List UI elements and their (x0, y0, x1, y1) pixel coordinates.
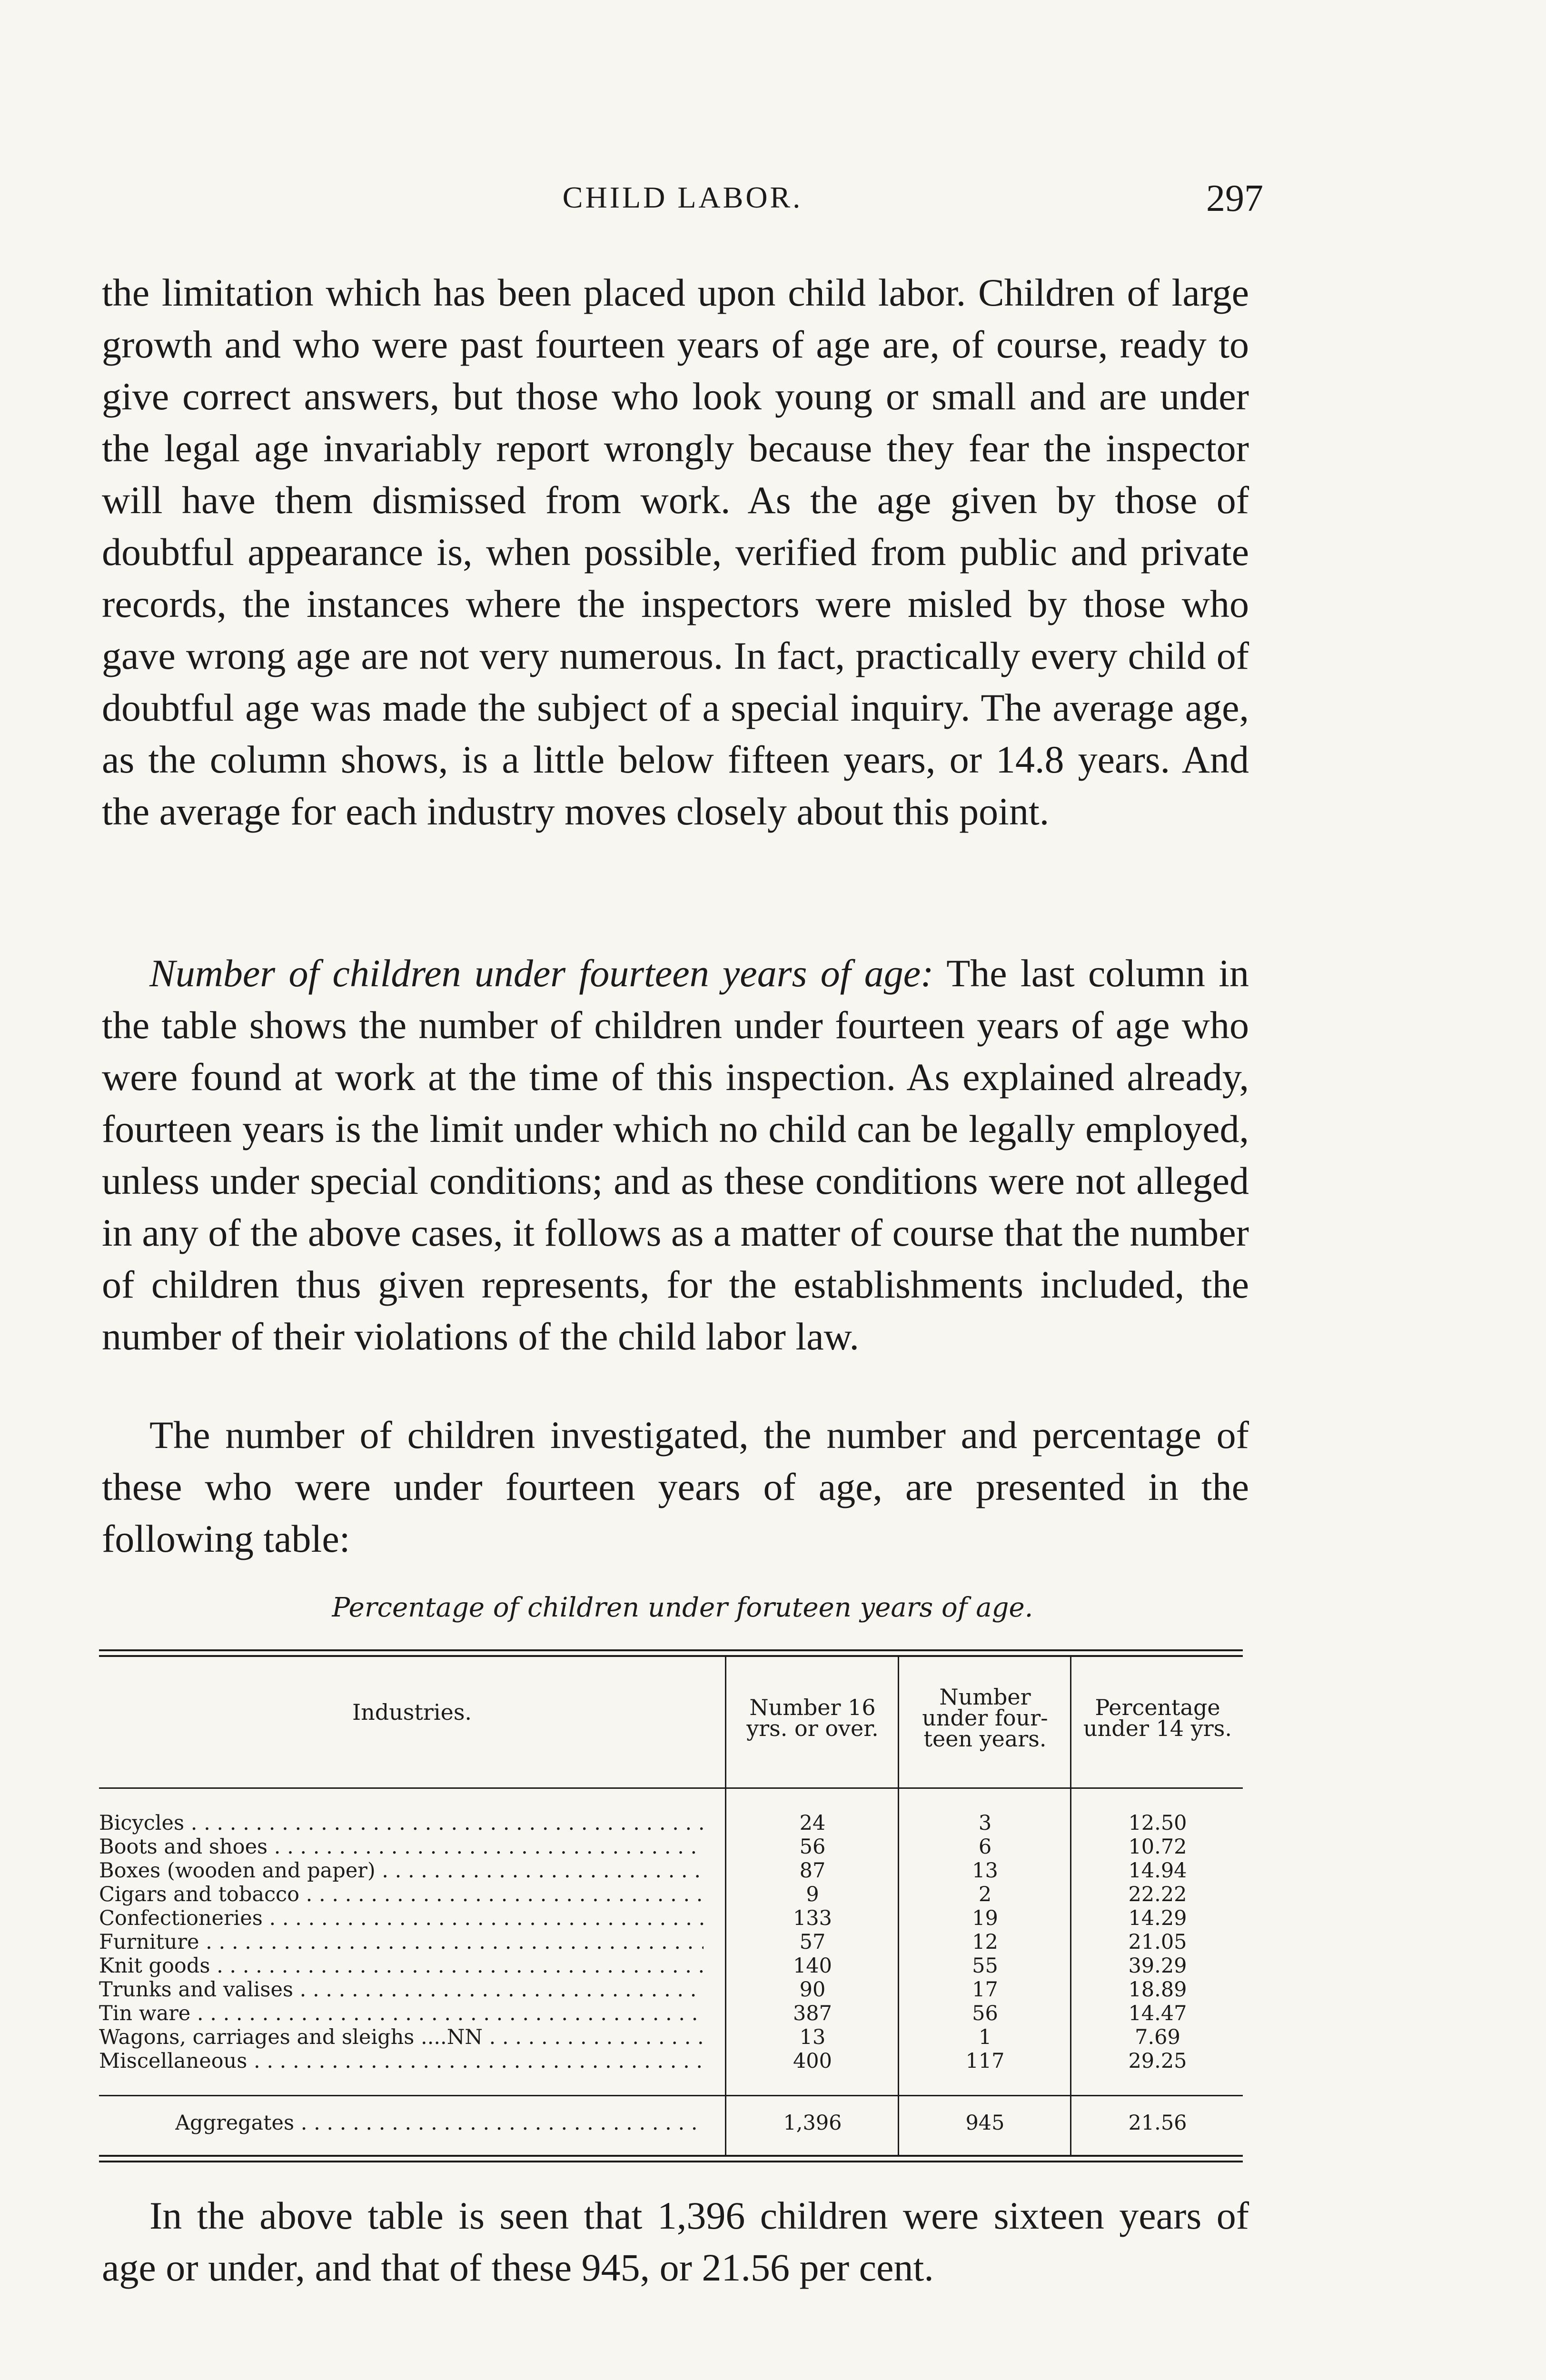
row-industry: Trunks and valises . . . (99, 1978, 704, 2002)
row-under14: 13 (972, 1859, 998, 1883)
running-head: CHILD LABOR. (562, 180, 803, 214)
row-industry: Knit goods . . . (99, 1954, 704, 1978)
header-col1-line1: Number 16 (749, 1695, 876, 1720)
row-over16: 13 (799, 2025, 826, 2049)
header-col1-line2: yrs. or over. (746, 1716, 879, 1741)
header-col3-line2: under 14 yrs. (1083, 1716, 1232, 1741)
header-number-under-fourteen (900, 1684, 1070, 1752)
header-percentage (1072, 1697, 1243, 1739)
row-percentage: 12.50 (1128, 1811, 1187, 1835)
aggregate-percentage: 21.56 (1128, 2111, 1187, 2135)
row-industry: Confectioneries . . . (99, 1906, 704, 1930)
row-percentage: 14.29 (1128, 1906, 1187, 1930)
row-industry: Tin ware . . . (99, 2002, 704, 2025)
table-bottom-rule-2 (99, 2161, 1243, 2162)
row-under14: 56 (972, 2002, 998, 2025)
row-under14: 55 (972, 1954, 998, 1978)
row-under14: 12 (972, 1930, 998, 1954)
closing-text: In the above table is seen that 1,396 children were sixteen years of age or under, and that of these 945, or 21.56 per cent. (102, 2194, 1249, 2289)
paragraph-under-fourteen (102, 947, 1249, 1362)
intro-text: The number of children investigated, the number and percentage of these who were under fourteen years of age, are presented in the following table: (102, 1413, 1249, 1560)
table-row (99, 1859, 1243, 1883)
row-under14: 19 (972, 1906, 998, 1930)
section-text: The last column in the table shows the number of children under fourteen years of age who were found at work at the time of this inspection. As explained already, fourteen years is the limit under which no child can be legally employed, unless under special conditions; and as these conditions were not alleged in any of the above cases, it follows as a matter of course that the number of children thus given represents, for the establishments included, the number of their violations of the child labor law. (102, 952, 1249, 1358)
table-row (99, 2049, 1243, 2073)
row-percentage: 18.89 (1128, 1978, 1187, 2002)
paragraph-closing (102, 2190, 1249, 2293)
table-row (99, 1978, 1243, 2002)
row-over16: 56 (799, 1835, 826, 1859)
row-industry: Cigars and tobacco . . . (99, 1883, 704, 1906)
table-row (99, 1906, 1243, 1930)
row-industry: Miscellaneous . . . (99, 2049, 704, 2073)
row-percentage: 21.05 (1128, 1930, 1187, 1954)
row-under14: 17 (972, 1978, 998, 2002)
row-industry: Bicycles . . . (99, 1811, 704, 1835)
header-col2-line1: Number (939, 1684, 1031, 1710)
table-row (99, 2002, 1243, 2025)
table-row (99, 1930, 1243, 1954)
row-industry: Boots and shoes . . . (99, 1835, 704, 1859)
row-under14: 3 (978, 1811, 992, 1835)
table-row (99, 2025, 1243, 2049)
row-industry: Boxes (wooden and paper) . . . (99, 1859, 704, 1883)
page-header (102, 180, 1263, 232)
row-percentage: 22.22 (1128, 1883, 1187, 1906)
row-under14: 2 (978, 1883, 992, 1906)
row-over16: 140 (793, 1954, 832, 1978)
aggregate-row (99, 2111, 1243, 2135)
row-industry: Furniture . . . (99, 1930, 704, 1954)
row-percentage: 7.69 (1135, 2025, 1180, 2049)
aggregate-under14: 945 (965, 2111, 1005, 2135)
page-number: 297 (1206, 178, 1263, 219)
row-over16: 87 (799, 1859, 826, 1883)
header-col2-line2: under four- (922, 1705, 1048, 1731)
table-bottom-rule (99, 2155, 1243, 2157)
row-over16: 400 (793, 2049, 832, 2073)
row-over16: 387 (793, 2002, 832, 2025)
row-under14: 117 (965, 2049, 1005, 2073)
row-industry: Wagons, carriages and sleighs ....NN . . . (99, 2025, 704, 2049)
row-percentage: 39.29 (1128, 1954, 1187, 1978)
header-col2-line3: teen years. (923, 1726, 1047, 1752)
row-percentage: 29.25 (1128, 2049, 1187, 2073)
header-number-16-over (727, 1697, 898, 1739)
row-over16: 90 (799, 1978, 826, 2002)
section-italic-lead: Number of children under fourteen years of age: (149, 952, 934, 995)
row-over16: 133 (793, 1906, 832, 1930)
row-percentage: 14.47 (1128, 2002, 1187, 2025)
paragraph-limitation: the limitation which has been placed upon child labor. Children of large growth and who were past fourteen years of age are, of course, ready to give correct answers, but those who look young or small and are under the legal age invariably report wrongly because they fear the inspector will have them dismissed from work. As the age given by those of doubtful appearance is, when possible, verified from public and private records, the instances where the inspectors were misled by those who gave wrong age are not very numerous. In fact, practically every child of doubtful age was made the subject of a special inquiry. The average age, as the column shows, is a little below fifteen years, or 14.8 years. And the average for each industry moves closely about this point. (102, 271, 1249, 833)
row-percentage: 14.94 (1128, 1859, 1187, 1883)
table-row (99, 1883, 1243, 1906)
aggregate-over16: 1,396 (783, 2111, 842, 2135)
percentage-table (99, 1649, 1243, 2166)
row-over16: 24 (799, 1811, 826, 1835)
table-row (99, 1954, 1243, 1978)
table-row (99, 1811, 1243, 1835)
row-over16: 9 (806, 1883, 819, 1906)
table-top-rule (99, 1649, 1243, 1651)
paragraph-intro (102, 1409, 1249, 1565)
table-row (99, 1835, 1243, 1859)
aggregate-label: Aggregates . . . (175, 2111, 704, 2135)
row-under14: 6 (978, 1835, 992, 1859)
header-industries: Industries. (352, 1699, 472, 1725)
row-over16: 57 (799, 1930, 826, 1954)
header-col3-line1: Percentage (1095, 1695, 1220, 1720)
row-under14: 1 (978, 2025, 992, 2049)
row-percentage: 10.72 (1128, 1835, 1187, 1859)
table-caption: Percentage of children under foruteen years of age. (332, 1592, 1033, 1623)
